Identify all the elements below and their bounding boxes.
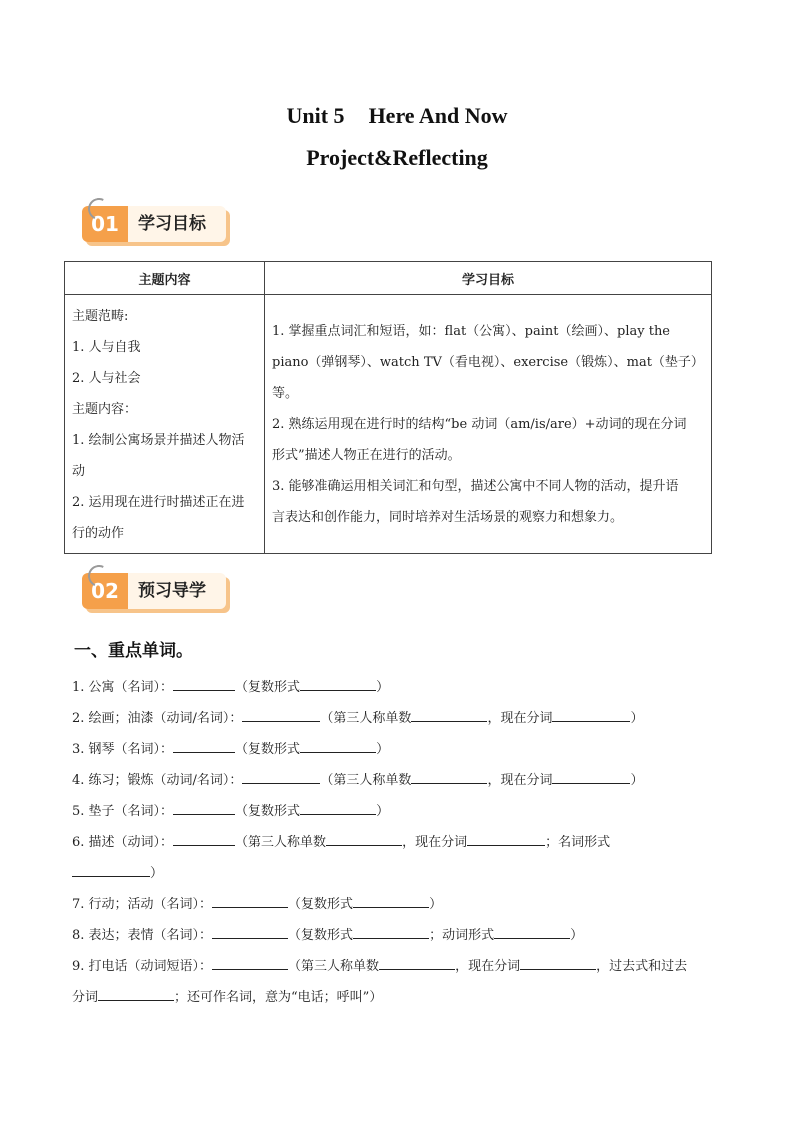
- answer-blank[interactable]: [242, 769, 320, 784]
- topic-cell: [65, 295, 265, 554]
- vocabulary-exercise-list: [72, 672, 732, 1013]
- exercise-item: 2. 绘画；油漆（动词/名词）： （第三人称单数 ，现在分词 ）: [72, 703, 732, 734]
- answer-blank[interactable]: [72, 862, 150, 877]
- badge-label: 预习导学: [138, 581, 206, 601]
- exercise-item: 8. 表达；表情（名词）： （复数形式 ；动词形式 ）: [72, 920, 732, 951]
- topic-line: 主题内容：: [72, 402, 138, 417]
- section-badge-objectives: [82, 206, 230, 246]
- answer-blank[interactable]: [212, 924, 288, 939]
- answer-blank[interactable]: [326, 831, 402, 846]
- topic-line: 行的动作: [72, 526, 125, 541]
- answer-blank[interactable]: [212, 955, 288, 970]
- answer-blank[interactable]: [379, 955, 455, 970]
- goal-line: 等。: [272, 385, 299, 401]
- table-header-goals: 学习目标: [265, 262, 712, 295]
- topic-line: 2. 人与社会: [72, 371, 141, 386]
- table-header-topic: 主题内容: [65, 262, 265, 295]
- exercise-item: 4. 练习；锻炼（动词/名词）： （第三人称单数 ，现在分词 ）: [72, 765, 732, 796]
- answer-blank[interactable]: [300, 676, 376, 691]
- document-subtitle: Project&Reflecting: [306, 145, 488, 170]
- answer-blank[interactable]: [212, 893, 288, 908]
- answer-blank[interactable]: [411, 707, 487, 722]
- answer-blank[interactable]: [173, 831, 235, 846]
- answer-blank[interactable]: [300, 800, 376, 815]
- answer-blank[interactable]: [552, 707, 630, 722]
- topic-line: 1. 人与自我: [72, 340, 141, 355]
- unit-title: Here And Now: [368, 103, 508, 128]
- goal-line: piano（弹钢琴）、watch TV（看电视）、exercise（锻炼）、mat（垫子）: [272, 354, 704, 370]
- answer-blank[interactable]: [520, 955, 596, 970]
- exercise-item: 5. 垫子（名词）： （复数形式 ）: [72, 796, 732, 827]
- answer-blank[interactable]: [353, 924, 429, 939]
- answer-blank[interactable]: [353, 893, 429, 908]
- goals-cell: [265, 295, 712, 554]
- goal-line: 言表达和创作能力，同时培养对生活场景的观察力和想象力。: [272, 509, 624, 525]
- answer-blank[interactable]: [494, 924, 570, 939]
- exercise-item: 7. 行动；活动（名词）： （复数形式 ）: [72, 889, 732, 920]
- goal-line: 2. 熟练运用现在进行时的结构“be 动词（am/is/are）+动词的现在分词: [272, 416, 687, 432]
- unit-number: Unit 5: [286, 103, 345, 128]
- table-row: [65, 295, 712, 554]
- answer-blank[interactable]: [467, 831, 545, 846]
- exercise-item: 6. 描述（动词）： （第三人称单数 ，现在分词 ；名词形式 ）: [72, 827, 732, 889]
- topic-line: 主题范畴:: [72, 309, 129, 324]
- exercise-item: 3. 钢琴（名词）： （复数形式 ）: [72, 734, 732, 765]
- answer-blank[interactable]: [98, 986, 174, 1001]
- answer-blank[interactable]: [173, 738, 235, 753]
- answer-blank[interactable]: [411, 769, 487, 784]
- table-header-row: [65, 262, 712, 295]
- answer-blank[interactable]: [300, 738, 376, 753]
- topic-line: 动: [72, 464, 86, 479]
- answer-blank[interactable]: [173, 676, 235, 691]
- badge-label: 学习目标: [138, 214, 206, 234]
- badge-number: 01: [82, 206, 128, 242]
- goal-line: 3. 能够准确运用相关词汇和句型，描述公寓中不同人物的活动，提升语: [272, 478, 679, 494]
- exercise-item: 1. 公寓（名词）： （复数形式 ）: [72, 672, 732, 703]
- answer-blank[interactable]: [552, 769, 630, 784]
- section-heading: 一、重点单词。: [74, 641, 193, 661]
- answer-blank[interactable]: [242, 707, 320, 722]
- exercise-item: 9. 打电话（动词短语）： （第三人称单数 ，现在分词 ，过去式和过去 分词 ；还可作名词，意为“电话；呼叫”）: [72, 951, 732, 1013]
- topic-line: 1. 绘制公寓场景并描述人物活: [72, 433, 245, 448]
- document-title: [0, 103, 794, 129]
- goal-line: 1. 掌握重点词汇和短语，如：flat（公寓）、paint（绘画）、play the: [272, 323, 671, 339]
- objectives-table: [64, 261, 712, 554]
- answer-blank[interactable]: [173, 800, 235, 815]
- badge-number: 02: [82, 573, 128, 609]
- section-badge-preview: [82, 573, 230, 613]
- topic-line: 2. 运用现在进行时描述正在进: [72, 495, 245, 510]
- goal-line: 形式”描述人物正在进行的活动。: [272, 447, 461, 463]
